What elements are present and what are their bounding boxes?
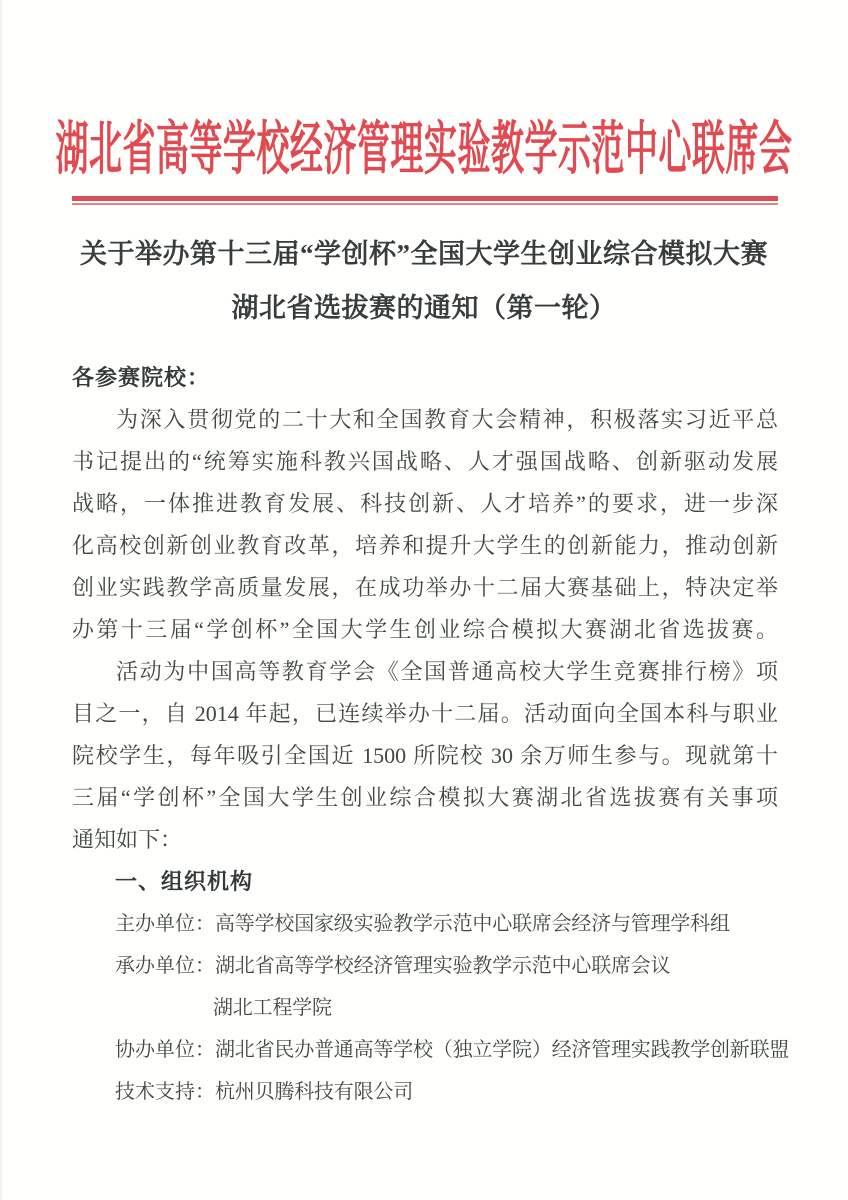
org-label: 协办单位： bbox=[115, 1039, 215, 1061]
org-row-organizer-continued bbox=[72, 987, 778, 1029]
org-label: 技术支持： bbox=[115, 1081, 215, 1103]
document-title-line-2: 湖北省选拔赛的通知（第一轮） bbox=[231, 293, 617, 323]
body-line: 战略，一体推进教育发展、科技创新、人才培养”的要求，进一步深 bbox=[72, 491, 778, 516]
org-value: 高等学校国家级实验教学示范中心联席会经济与管理学科组 bbox=[215, 913, 730, 935]
letterhead bbox=[0, 116, 848, 183]
body-line: 通知如下： bbox=[72, 827, 183, 852]
org-value: 杭州贝腾科技有限公司 bbox=[215, 1081, 413, 1103]
org-row-co-organizer bbox=[72, 1029, 790, 1071]
org-value: 湖北省民办普通高等学校（独立学院）经济管理实践教学创新联盟 bbox=[215, 1039, 790, 1061]
body-line: 活动为中国高等教育学会《全国普通高校大学生竞赛排行榜》项 bbox=[116, 659, 778, 684]
letterhead-org-title: 湖北省高等学校经济管理实验教学示范中心联席会 bbox=[55, 119, 793, 183]
body-line: 化高校创新创业教育改革，培养和提升大学生的创新能力，推动创新 bbox=[72, 533, 778, 558]
organization-list bbox=[72, 903, 790, 1113]
org-row-host bbox=[72, 903, 778, 945]
org-row-tech-support bbox=[72, 1071, 778, 1113]
body-line: 创业实践教学高质量发展，在成功举办十二届大赛基础上，特决定举 bbox=[72, 575, 778, 600]
salutation: 各参赛院校： bbox=[72, 365, 211, 390]
org-value: 湖北工程学院 bbox=[213, 997, 332, 1019]
org-label: 承办单位： bbox=[115, 955, 215, 977]
body-line: 为深入贯彻党的二十大和全国教育大会精神，积极落实习近平总 bbox=[116, 407, 778, 432]
paragraph-2 bbox=[72, 651, 778, 861]
org-value: 湖北省高等学校经济管理实验教学示范中心联席会议 bbox=[215, 955, 671, 977]
red-divider-rule bbox=[72, 196, 778, 205]
paragraph-1 bbox=[72, 399, 778, 651]
org-label: 主办单位： bbox=[115, 913, 215, 935]
body-line: 院校学生，每年吸引全国近 1500 所院校 30 余万师生参与。现就第十 bbox=[72, 743, 778, 768]
red-rule-thin-line bbox=[72, 203, 778, 205]
body-line: 办第十三届“学创杯”全国大学生创业综合模拟大赛湖北省选拔赛。 bbox=[72, 617, 778, 642]
body-line: 书记提出的“统筹实施科教兴国战略、人才强国战略、创新驱动发展 bbox=[72, 449, 778, 474]
section-heading-organization: 一、组织机构 bbox=[115, 869, 254, 894]
org-row-organizer bbox=[72, 945, 778, 987]
body-line: 三届“学创杯”全国大学生创业综合模拟大赛湖北省选拔赛有关事项 bbox=[72, 785, 778, 810]
document-body bbox=[72, 357, 790, 1113]
body-line: 目之一，自 2014 年起，已连续举办十二届。活动面向全国本科与职业 bbox=[72, 701, 778, 726]
document-title bbox=[40, 227, 808, 335]
document-title-line-1: 关于举办第十三届“学创杯”全国大学生创业综合模拟大赛 bbox=[80, 239, 768, 269]
red-rule-thick-line bbox=[72, 196, 778, 201]
